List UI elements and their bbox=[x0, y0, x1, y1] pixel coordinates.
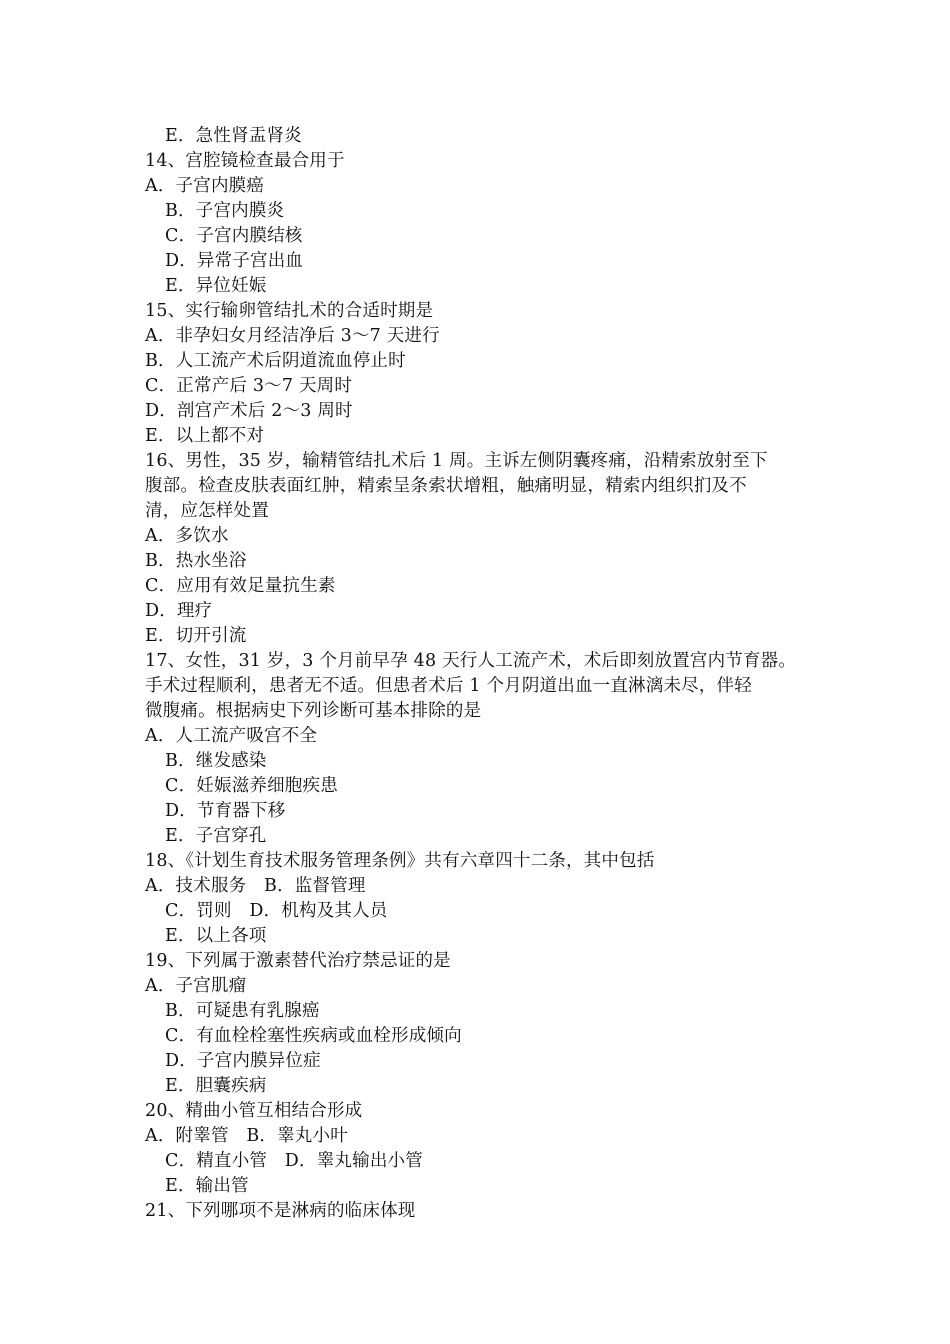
text-line: D．异常子宫出血 bbox=[165, 251, 304, 271]
question-18: 18、《计划生育技术服务管理条例》共有六章四十二条，其中包括 bbox=[145, 851, 655, 871]
text-line: E．输出管 bbox=[165, 1176, 249, 1196]
text-line: 手术过程顺利，患者无不适。但患者术后 1 个月阴道出血一直淋漓未尽，伴轻 bbox=[145, 676, 752, 696]
text-line: B．子宫内膜炎 bbox=[165, 201, 285, 221]
question-16: 16、男性，35 岁，输精管结扎术后 1 周。主诉左侧阴囊疼痛，沿精索放射至下 bbox=[145, 451, 768, 471]
text-line: 腹部。检查皮肤表面红肿，精索呈条索状增粗，触痛明显，精索内组织扪及不 bbox=[145, 476, 747, 496]
text-line: C．精直小管 D．睾丸输出小管 bbox=[165, 1151, 423, 1171]
text-line: 微腹痛。根据病史下列诊断可基本排除的是 bbox=[145, 701, 482, 721]
text-line: D．理疗 bbox=[145, 601, 213, 621]
text-line: C．子宫内膜结核 bbox=[165, 226, 303, 246]
text-line: E．异位妊娠 bbox=[165, 276, 267, 296]
text-line: A．技术服务 B．监督管理 bbox=[145, 876, 366, 896]
question-21: 21、下列哪项不是淋病的临床体现 bbox=[145, 1201, 416, 1221]
text-line: B．继发感染 bbox=[165, 751, 267, 771]
question-14: 14、宫腔镜检查最合用于 bbox=[145, 151, 345, 171]
text-line: A．人工流产吸宫不全 bbox=[145, 726, 318, 746]
text-line: C．有血栓栓塞性疾病或血栓形成倾向 bbox=[165, 1026, 462, 1046]
text-line: E．胆囊疾病 bbox=[165, 1076, 267, 1096]
question-15: 15、实行输卵管结扎术的合适时期是 bbox=[145, 301, 434, 321]
question-20: 20、精曲小管互相结合形成 bbox=[145, 1101, 363, 1121]
text-line: D．剖宫产术后 2～3 周时 bbox=[145, 401, 353, 421]
question-19: 19、下列属于激素替代治疗禁忌证的是 bbox=[145, 951, 451, 971]
text-line: 清，应怎样处置 bbox=[145, 501, 269, 521]
text-line: E．以上都不对 bbox=[145, 426, 265, 446]
text-line: E．以上各项 bbox=[165, 926, 267, 946]
text-line: B．人工流产术后阴道流血停止时 bbox=[145, 351, 406, 371]
text-line: B．热水坐浴 bbox=[145, 551, 247, 571]
text-line: B．可疑患有乳腺癌 bbox=[165, 1001, 320, 1021]
question-17: 17、女性，31 岁，3 个月前早孕 48 天行人工流产术，术后即刻放置宫内节育器。 bbox=[145, 651, 797, 671]
text-line: C．正常产后 3～7 天周时 bbox=[145, 376, 353, 396]
text-line: D．节育器下移 bbox=[165, 801, 286, 821]
text-line: C．妊娠滋养细胞疾患 bbox=[165, 776, 338, 796]
text-line: E．切开引流 bbox=[145, 626, 247, 646]
text-line: C．应用有效足量抗生素 bbox=[145, 576, 336, 596]
text-line: E．子宫穿孔 bbox=[165, 826, 267, 846]
text-line: A．子宫肌瘤 bbox=[145, 976, 247, 996]
text-line: C．罚则 D．机构及其人员 bbox=[165, 901, 388, 921]
text-line: E．急性肾盂肾炎 bbox=[165, 126, 302, 146]
text-line: A．附睾管 B．睾丸小叶 bbox=[145, 1126, 348, 1146]
text-line: A．子宫内膜癌 bbox=[145, 176, 265, 196]
text-line: A．多饮水 bbox=[145, 526, 229, 546]
text-line: D．子宫内膜异位症 bbox=[165, 1051, 321, 1071]
text-line: A．非孕妇女月经洁净后 3～7 天进行 bbox=[145, 326, 440, 346]
